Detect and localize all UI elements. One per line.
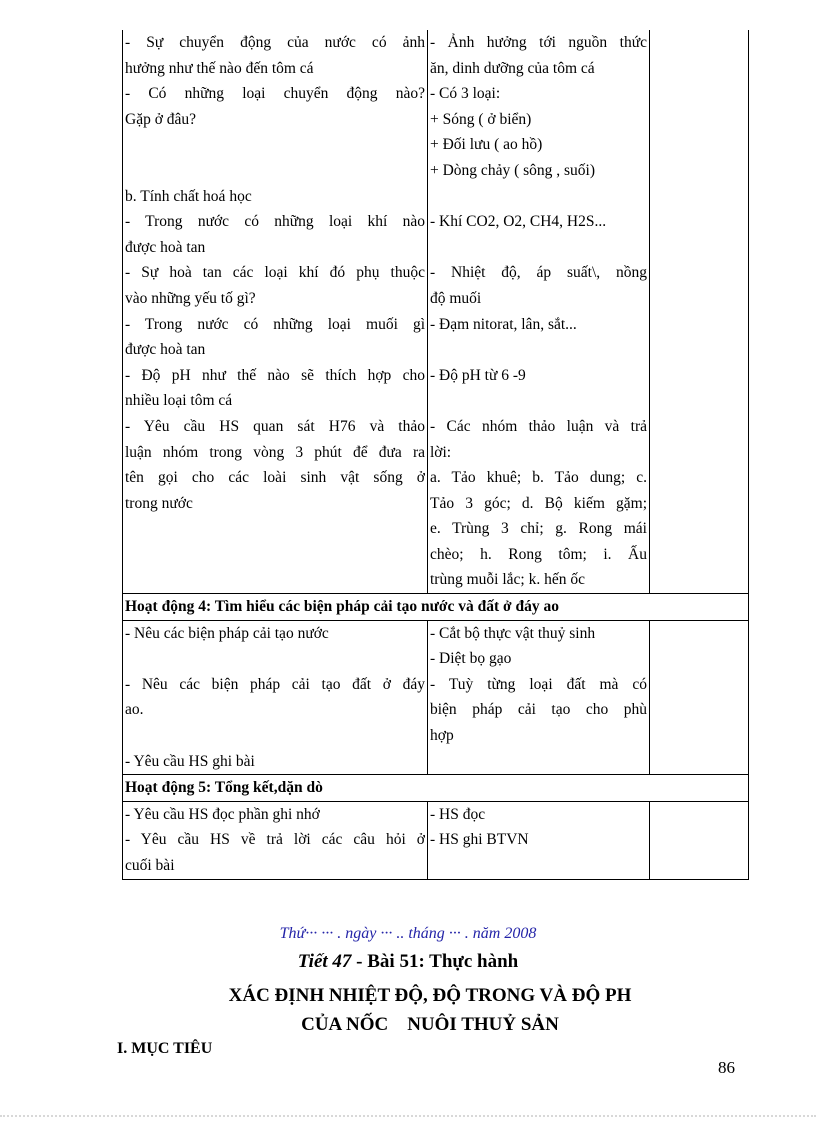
cell-line: b. Tính chất hoá học <box>125 187 252 205</box>
cell-line: độ muối <box>430 289 482 307</box>
cell-line: + Dòng chảy ( sông , suối) <box>430 161 596 179</box>
activity-4-section <box>123 594 749 775</box>
notes-cell <box>650 81 749 183</box>
table-body-part1 <box>123 30 749 594</box>
cell-line: - Độ pH từ 6 -9 <box>430 366 526 384</box>
student-cell <box>428 30 650 81</box>
page-footer-divider <box>0 1115 816 1117</box>
teacher-cell <box>123 209 428 260</box>
notes-cell <box>650 363 749 414</box>
cell-line <box>430 184 647 210</box>
teacher-cell <box>123 30 428 81</box>
cell-line: - Yêu cầu HS ghi bài <box>125 752 255 770</box>
activity-4-header: Hoạt động 4: Tìm hiểu các biện pháp cải tạo nước và đất ở đáy ao <box>123 594 749 621</box>
activity-5-header: Hoạt động 5: Tổng kết,dặn dò <box>123 775 749 802</box>
lesson-title <box>0 951 816 973</box>
page-number: 86 <box>718 1058 735 1077</box>
cell-line: - Cắt bộ thực vật thuỷ sinh <box>430 624 596 642</box>
teacher-cell <box>123 801 428 879</box>
activity-4-header-row <box>123 594 749 621</box>
cell-line: trùng muỗi lắc; k. hến ốc <box>430 571 585 589</box>
cell-line: - Độ pH như thế nào sẽ thích hợp cho <box>125 366 425 384</box>
notes-cell <box>650 260 749 311</box>
table-row <box>123 209 749 260</box>
cell-line: hưởng như thế nào đến tôm cá <box>125 59 314 77</box>
student-cell <box>428 801 650 879</box>
table-row <box>123 414 749 594</box>
lesson-date-line: Thứ··· ··· . ngày ··· .. tháng ··· . năm 2008 <box>279 925 537 942</box>
student-cell <box>428 414 650 594</box>
activity-5-section <box>123 775 749 879</box>
lesson-name: - Bài 51: Thực hành <box>351 951 519 972</box>
cell-line: - Có những loại chuyển động nào? <box>125 85 425 103</box>
cell-line <box>125 158 425 184</box>
cell-line: lời: <box>430 443 452 461</box>
student-cell <box>428 620 650 775</box>
activity-5-row <box>123 801 749 879</box>
cell-line: - Sự hoà tan các loại khí đó phụ thuộc <box>125 264 425 282</box>
teacher-cell <box>123 363 428 414</box>
cell-line <box>125 516 425 542</box>
teacher-cell <box>123 81 428 183</box>
cell-line: cuối bài <box>125 857 175 874</box>
cell-line: - Nêu các biện pháp cải tạo nước <box>125 624 329 642</box>
table-row <box>123 312 749 363</box>
cell-line: - Trong nước có những loại muối gì <box>125 315 425 333</box>
teacher-cell <box>123 312 428 363</box>
cell-line: tên gọi cho các loài sinh vật sống ở <box>125 469 425 487</box>
cell-line: - HS đọc <box>430 805 486 823</box>
cell-line <box>125 132 425 158</box>
cell-line: - Nhiệt độ, áp suất\, nồng <box>430 264 647 282</box>
teacher-cell <box>123 414 428 594</box>
cell-line <box>430 388 647 414</box>
cell-line: ao. <box>125 701 144 719</box>
cell-line: - Nêu các biện pháp cải tạo đất ở đáy <box>125 675 425 693</box>
teacher-cell <box>123 260 428 311</box>
cell-line: trong nước <box>125 494 193 512</box>
cell-line <box>125 567 425 593</box>
cell-line: được hoà tan <box>125 238 206 256</box>
practice-title-line-2: CỦA NỐC NUÔI THUỶ SẢN <box>301 1014 559 1035</box>
notes-cell <box>650 184 749 210</box>
table-row <box>123 363 749 414</box>
cell-line: vào những yếu tố gì? <box>125 289 256 307</box>
cell-line <box>125 542 425 568</box>
notes-cell <box>650 414 749 594</box>
cell-line: - Các nhóm thảo luận và trả <box>430 417 647 435</box>
cell-line: a. Tảo khuê; b. Tảo dung; c. <box>430 469 647 487</box>
cell-line <box>430 235 647 261</box>
cell-line: - Khí CO2, O2, CH4, H2S... <box>430 213 607 231</box>
cell-line: + Sóng ( ở biển) <box>430 110 532 128</box>
cell-line: + Đối lưu ( ao hồ) <box>430 136 543 154</box>
cell-line: - Tuỳ từng loại đất mà có <box>430 675 647 693</box>
cell-line: được hoà tan <box>125 341 206 359</box>
cell-line: - Yêu cầu HS về trả lời các câu hỏi ở <box>125 831 425 849</box>
student-cell <box>428 209 650 260</box>
table-row <box>123 184 749 210</box>
cell-line: - Có 3 loại: <box>430 85 501 103</box>
table-row <box>123 30 749 81</box>
cell-line: chèo; h. Rong tôm; i. Ấu <box>430 545 647 563</box>
notes-cell <box>650 30 749 81</box>
cell-line <box>430 749 647 775</box>
cell-line: ăn, dinh dưỡng của tôm cá <box>430 59 595 77</box>
teacher-cell <box>123 184 428 210</box>
cell-line: - Trong nước có những loại khí nào <box>125 213 425 231</box>
lesson-plan-table <box>122 30 749 880</box>
cell-line <box>125 646 425 672</box>
cell-line: luận nhóm trong vòng 3 phút để đưa ra <box>125 443 425 461</box>
cell-line: - Sự chuyển động của nước có ảnh <box>125 34 425 51</box>
cell-line: - Yêu cầu HS quan sát H76 và thảo <box>125 417 425 435</box>
cell-line <box>125 723 425 749</box>
cell-line: Tảo 3 góc; d. Bộ kiếm gặm; <box>430 494 647 512</box>
cell-line: - Yêu cầu HS đọc phần ghi nhớ <box>125 805 320 823</box>
activity-4-row <box>123 620 749 775</box>
cell-line: nhiều loại tôm cá <box>125 392 233 410</box>
cell-line <box>430 853 647 879</box>
practice-title-line-1: XÁC ĐỊNH NHIỆT ĐỘ, ĐỘ TRONG VÀ ĐỘ PH <box>228 985 632 1006</box>
cell-line: hợp <box>430 727 454 745</box>
notes-cell <box>650 209 749 260</box>
teacher-cell <box>123 620 428 775</box>
notes-cell <box>650 801 749 879</box>
section-heading: I. MỤC TIÊU <box>117 1040 213 1057</box>
activity-5-header-row <box>123 775 749 802</box>
cell-line: Gặp ở đâu? <box>125 110 197 128</box>
table-row <box>123 81 749 183</box>
lesson-period: Tiết 47 <box>297 951 352 972</box>
cell-line: - Diệt bọ gạo <box>430 650 512 668</box>
cell-line: e. Trùng 3 chỉ; g. Rong mái <box>430 520 647 538</box>
student-cell <box>428 260 650 311</box>
cell-line: biện pháp cải tạo cho phù <box>430 701 647 719</box>
notes-cell <box>650 620 749 775</box>
student-cell <box>428 312 650 363</box>
notes-cell <box>650 312 749 363</box>
student-cell <box>428 184 650 210</box>
student-cell <box>428 363 650 414</box>
cell-line: - Đạm nitorat, lân, sắt... <box>430 315 577 333</box>
table-row <box>123 260 749 311</box>
cell-line: - Ảnh hưởng tới nguồn thức <box>430 34 647 51</box>
cell-line: - HS ghi BTVN <box>430 831 529 849</box>
cell-line <box>430 337 647 363</box>
student-cell <box>428 81 650 183</box>
